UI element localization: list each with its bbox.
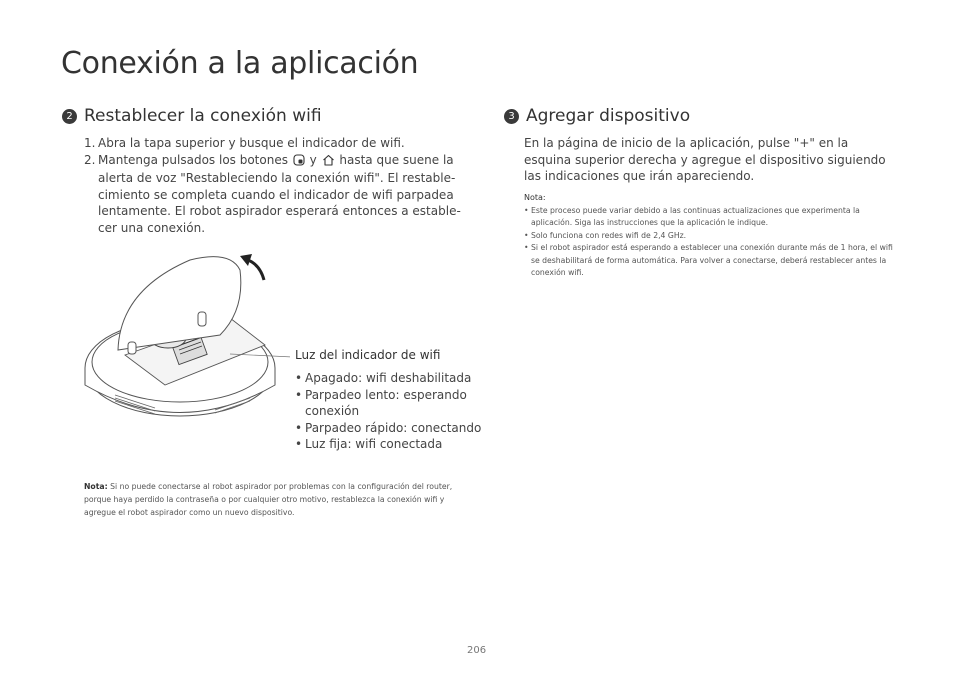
wifi-indicator-states <box>295 370 490 453</box>
robot-vacuum-illustration <box>80 250 290 430</box>
list-item: • Parpadeo lento: esperando conexión <box>295 387 467 419</box>
section-3-title: Agregar dispositivo <box>526 106 691 126</box>
section-3-number: 3 <box>504 109 519 124</box>
page-number: 206 <box>467 645 487 656</box>
section-3-paragraph: En la página de inicio de la aplicación, pulse "+" en la esquina superior derecha y agregue el dispositivo siguiendo las indicaciones que irán apareciendo. <box>524 136 886 184</box>
wifi-reset-button-icon <box>293 154 305 171</box>
step-2: 2. Mantenga pulsados los botones y hasta que suene la alerta de voz "Restableciendo la conexión wifi". El restable- cimiento se completa cuando el indicador de wifi parpadea lentamente. El robot aspirador esperará entonces a estable- cer una conexión. <box>84 152 461 235</box>
section-2-title: Restablecer la conexión wifi <box>84 106 322 126</box>
section-2-heading <box>62 106 322 126</box>
section-2-steps <box>84 135 464 237</box>
step-1: 1. Abra la tapa superior y busque el indicador de wifi. <box>84 136 405 150</box>
list-item: • Apagado: wifi deshabilitada <box>295 371 472 385</box>
wifi-indicator-label: Luz del indicador de wifi <box>295 348 441 362</box>
page-title: Conexión a la aplicación <box>61 46 419 81</box>
section-3-nota-title: Nota: <box>524 193 546 202</box>
section-2-note: Nota: Si no puede conectarse al robot aspirador por problemas con la configuración del router, porque haya perdido la contraseña o por cualquier otro motivo, restablezca la conexión wifi y agregue el robot aspirador como un nuevo dispositivo. <box>84 482 453 517</box>
list-item: • Si el robot aspirador está esperando a establecer una conexión durante más de 1 hora, el wifi se deshabilitará de forma automática. Para volver a conectarse, deberá restablecer antes la conexión wifi. <box>524 243 893 278</box>
list-item: • Luz fija: wifi conectada <box>295 437 443 452</box>
section-2-number: 2 <box>62 109 77 124</box>
section-3-heading <box>504 106 690 126</box>
list-item: • Este proceso puede variar debido a las continuas actualizaciones que experimenta la aplicación. Siga las instrucciones que la aplicación le indique. <box>524 206 860 228</box>
section-3-nota-list <box>524 205 894 279</box>
list-item: • Parpadeo rápido: conectando <box>295 420 482 435</box>
list-item: • Solo funciona con redes wifi de 2,4 GHz. <box>524 230 687 240</box>
home-icon <box>322 154 335 171</box>
